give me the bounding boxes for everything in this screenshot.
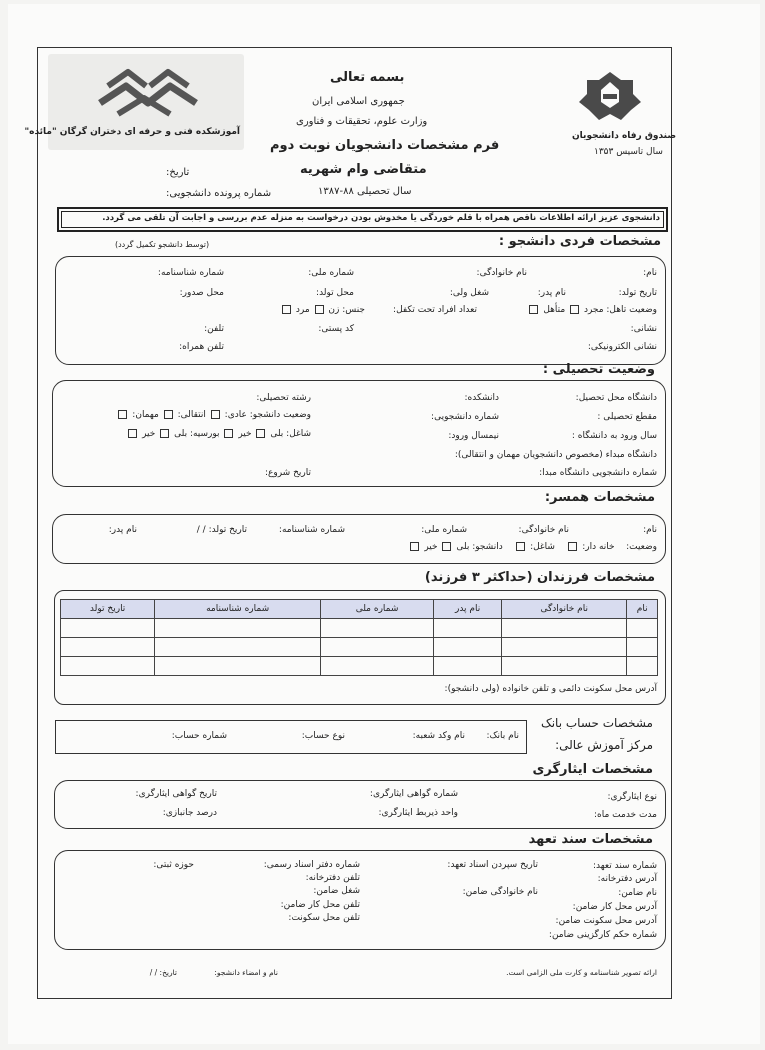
col-name: نام [627,600,658,619]
table-cell[interactable] [321,619,434,638]
birth-place-label: محل تولد: [316,288,354,298]
transfer-checkbox[interactable] [164,410,173,419]
birth-date-label: تاریخ تولد: [618,288,657,298]
marital-row [527,305,657,315]
account-no-label: شماره حساب: [171,731,227,741]
guarantee-title: مشخصات سند تعهد [528,832,653,847]
spouse-id-no-label: شماره شناسنامه: [278,525,345,535]
spouse-employed-checkbox[interactable] [516,542,525,551]
institute-logo [48,58,244,128]
male-checkbox[interactable] [282,305,291,314]
family-address-label: آدرس محل سکونت دائمی و تلفن خانواده (ولی دانشجو): [444,684,657,694]
notice-text: دانشجوی عزیز ارائه اطلاعات ناقص همراه با قلم خوردگی یا مخدوش بودن درخواست به منزله عدم بررسی و اجابت آن تلقی می گردد. [102,213,660,223]
id-no-label: شماره شناسنامه: [157,268,224,278]
submit-date-label: تاریخ سپردن اسناد تعهد: [447,860,538,870]
table-cell[interactable] [627,638,658,657]
account-type-label: نوع حساب: [301,731,345,741]
notary-no-label: شماره دفتر اسناد رسمی: [263,860,360,870]
spouse-student-no-checkbox[interactable] [410,542,419,551]
name-label: نام: [643,268,657,278]
date-label: تاریخ: [166,167,190,178]
academic-year: سال تحصیلی ۸۸-۱۳۸۷ [318,186,412,197]
start-date-label: تاریخ شروع: [264,468,311,478]
address-label: نشانی: [630,324,657,334]
col-id-no: شماره شناسنامه [155,600,321,619]
col-father: نام پدر [434,600,502,619]
bismillah: بسمه تعالی [330,70,405,85]
spouse-housewife-label: خانه دار: [582,542,615,552]
welfare-fund-logo [575,68,645,128]
family-label: نام خانوادگی: [476,268,527,278]
spouse-student-no-label: خیر [424,542,438,552]
footer-note: ارائه تصویر شناسنامه و کارت ملی الزامی است. [506,968,657,977]
origin-university-label: دانشگاه مبداء (مخصوص دانشجویان مهمان و انتقالی): [454,450,657,460]
welfare-fund-caption: صندوق رفاه دانشجویان [572,131,677,141]
table-cell[interactable] [434,657,502,676]
col-national-no: شماره ملی [321,600,434,619]
col-family: نام خانوادگی [502,600,627,619]
guarantor-home-phone-label: تلفن محل سکونت: [288,913,360,923]
institute-logo-caption: آموزشکده فنی و حرفه ای دختران گرگان "مائده" [24,127,240,137]
university-label: دانشگاه محل تحصیل: [575,393,657,403]
table-cell[interactable] [155,619,321,638]
employed-no-checkbox[interactable] [224,429,233,438]
spouse-title: مشخصات همسر: [544,490,655,505]
table-cell[interactable] [61,657,155,676]
institute-logo-box [24,54,244,150]
status-regular-label: وضعیت دانشجو: عادی: [224,410,311,420]
table-cell[interactable] [61,619,155,638]
guarantor-home-address-label: آدرس محل سکونت ضامن: [555,916,657,926]
notary-phone-label: تلفن دفترخانه: [305,873,360,883]
table-cell[interactable] [61,638,155,657]
gender-female-label: جنس: زن [328,305,365,315]
spouse-student-label: دانشجو: بلی [456,542,503,552]
faculty-label: دانشکده: [464,393,499,403]
table-cell[interactable] [502,657,627,676]
scholarship-yes-label: بورسیه: بلی [174,429,220,439]
col-birth-date: تاریخ تولد [61,600,155,619]
sacrifice-title: مشخصات ایثارگری [532,762,653,777]
spouse-national-no-label: شماره ملی: [421,525,467,535]
table-cell[interactable] [502,638,627,657]
gender-male-label: مرد [295,305,310,315]
children-title: مشخصات فرزندان (حداکثر ۳ فرزند) [424,570,655,585]
notary-address-label: آدرس دفترخانه: [597,874,657,884]
sacrifice-cert-date-label: تاریخ گواهی ایثارگری: [135,789,217,799]
sacrifice-cert-no-label: شماره گواهی ایثارگری: [369,789,458,799]
sacrifice-box [54,780,666,829]
table-cell[interactable] [155,657,321,676]
spouse-name-label: نام: [643,525,657,535]
scholarship-no-label: خیر [142,429,156,439]
table-cell[interactable] [434,619,502,638]
entry-term-label: نیمسال ورود: [448,431,499,441]
footer-date-label: تاریخ: / / [149,968,177,977]
field-label: رشته تحصیلی: [256,393,311,403]
signature-label: نام و امضاء دانشجو: [214,968,278,977]
spouse-status-label: وضعیت: [626,542,657,552]
bank-title: مشخصات حساب بانک [540,716,653,730]
education-title: وضعیت تحصیلی : [542,362,655,377]
email-label: نشانی الکترونیکی: [587,342,657,352]
bank-name-label: نام بانک: [486,731,519,741]
table-cell[interactable] [321,657,434,676]
employed-yes-checkbox[interactable] [256,429,265,438]
gender-row [280,305,365,315]
spouse-box [52,514,666,564]
doc-no-label: شماره سند تعهد: [592,861,657,871]
spouse-birth-date-label: تاریخ تولد: / / [196,525,247,535]
employed-no-label: خیر [238,429,252,439]
status-transfer-label: انتقالی: [177,410,206,420]
issue-place-label: محل صدور: [179,288,224,298]
married-checkbox[interactable] [529,305,538,314]
higher-ed-center-label: مرکز آموزش عالی: [555,738,653,752]
national-no-label: شماره ملی: [308,268,354,278]
spouse-family-label: نام خانوادگی: [518,525,569,535]
postal-code-label: کد پستی: [318,324,354,334]
table-cell[interactable] [627,657,658,676]
personal-title: مشخصات فردی دانشجو : [498,234,661,249]
children-header-row [61,600,658,619]
status-guest-label: مهمان: [132,410,159,420]
dependents-label: تعداد افراد تحت تکفل: [393,305,477,315]
personal-note: (توسط دانشجو تکمیل گردد) [115,240,210,249]
scholarship-yes-checkbox[interactable] [160,429,169,438]
guarantor-job-label: شغل ضامن: [313,886,360,896]
children-table [60,599,658,676]
spouse-father-label: نام پدر: [108,525,137,535]
student-status-row [116,410,311,420]
phone-label: تلفن: [204,324,224,334]
form-subtitle: متقاضی وام شهریه [300,162,427,177]
sacrifice-type-label: نوع ایثارگری: [607,792,657,802]
guest-checkbox[interactable] [118,410,127,419]
table-row [61,619,658,638]
table-cell[interactable] [155,638,321,657]
header-line-2: وزارت علوم، تحقیقات و فناوری [296,116,428,127]
table-row [61,657,658,676]
female-checkbox[interactable] [315,305,324,314]
mobile-label: تلفن همراه: [179,342,224,352]
marital-single-label: وضعیت تاهل: مجرد [583,305,657,315]
single-checkbox[interactable] [570,305,579,314]
header-line-1: جمهوری اسلامی ایران [312,96,405,107]
disability-percent-label: درصد جانبازی: [162,808,217,818]
scholarship-no-checkbox[interactable] [128,429,137,438]
guarantor-name-label: نام ضامن: [618,888,657,898]
student-no-label: شماره دانشجویی: [431,412,499,422]
service-months-label: مدت خدمت ماه: [594,810,657,820]
father-job-label: شغل ولی: [449,288,489,298]
table-cell[interactable] [434,638,502,657]
spouse-status-row [408,542,657,552]
spouse-employed-label: شاغل: [530,542,555,552]
table-cell[interactable] [627,619,658,638]
guarantor-work-phone-label: تلفن محل کار ضامن: [280,900,360,910]
regular-checkbox[interactable] [211,410,220,419]
father-label: نام پدر: [537,288,566,298]
employed-yes-label: شاغل: بلی [270,429,311,439]
spouse-student-yes-checkbox[interactable] [442,542,451,551]
married-label: متأهل [543,305,566,315]
registry-label: حوزه ثبتی: [153,860,194,870]
degree-label: مقطع تحصیلی : [597,412,657,422]
housewife-checkbox[interactable] [568,542,577,551]
table-cell[interactable] [321,638,434,657]
guarantor-work-address-label: آدرس محل کار ضامن: [572,902,657,912]
notice-box [57,207,668,232]
guarantor-family-label: نام خانوادگی ضامن: [462,887,538,897]
form-title: فرم مشخصات دانشجویان نوبت دوم [270,138,500,153]
entry-year-label: سال ورود به دانشگاه : [571,431,657,441]
welfare-fund-year: سال تاسیس ۱۳۵۳ [594,147,663,157]
origin-student-no-label: شماره دانشجویی دانشگاه مبدا: [539,468,657,478]
file-number-label: شماره پرونده دانشجویی: [166,188,272,199]
branch-label: نام وکد شعبه: [412,731,465,741]
sacrifice-unit-label: واحد ذیربط ایثارگری: [378,808,458,818]
table-cell[interactable] [502,619,627,638]
employment-order-label: شماره حکم کارگزینی ضامن: [548,930,657,940]
employment-row [126,429,311,439]
table-row [61,638,658,657]
